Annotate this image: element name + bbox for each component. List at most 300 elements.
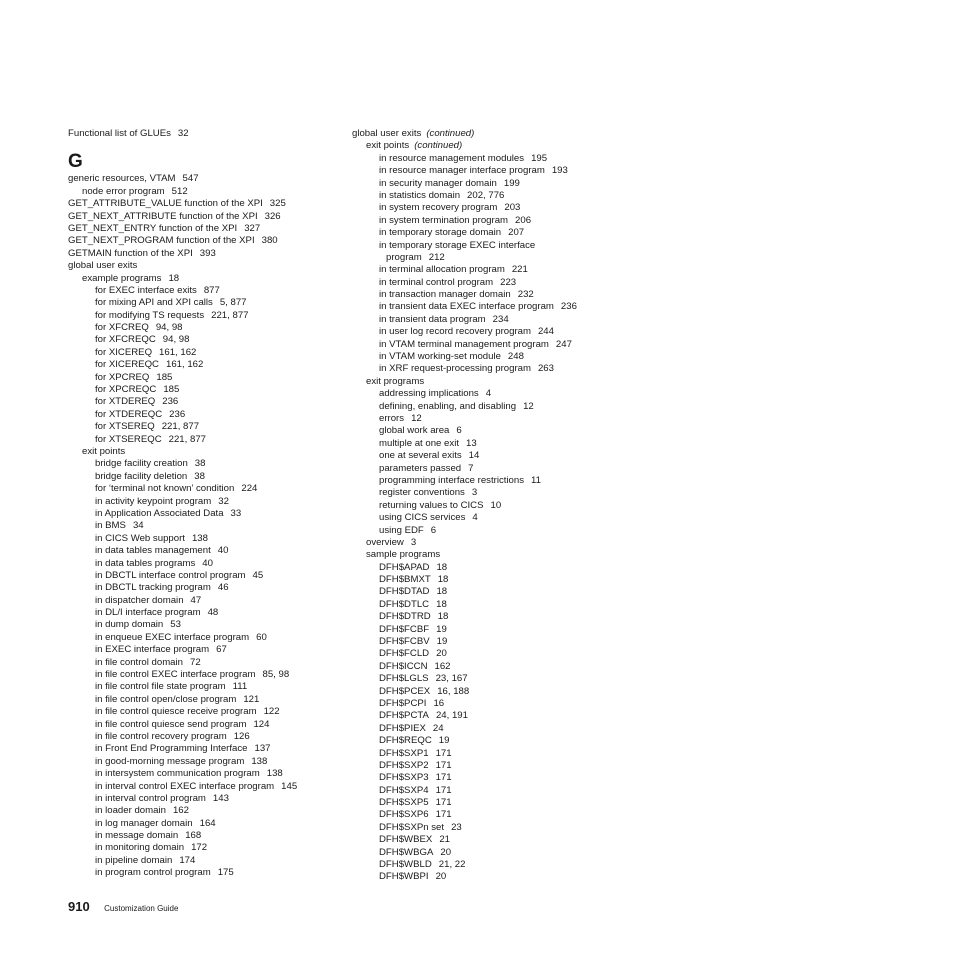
index-entry xyxy=(352,264,652,276)
index-term: for XICEREQ xyxy=(95,346,153,358)
page-reference: 3 xyxy=(410,536,417,548)
index-entry xyxy=(352,648,652,660)
index-term: in VTAM working-set module xyxy=(379,351,501,363)
index-entry xyxy=(68,558,343,570)
index-term: in system recovery program xyxy=(379,202,498,214)
index-term: in DL/I interface program xyxy=(95,607,201,619)
index-term: for XICEREQC xyxy=(95,359,159,371)
page-reference: 380 xyxy=(261,235,278,247)
index-term: in temporary storage EXEC interface xyxy=(379,239,536,251)
page-reference: 45 xyxy=(252,569,264,581)
index-entry xyxy=(352,562,652,574)
page-reference: 247 xyxy=(555,338,572,350)
index-entry xyxy=(352,859,652,871)
index-term: DFH$PCPI xyxy=(379,697,427,709)
index-term: in resource manager interface program xyxy=(379,165,545,177)
index-entry xyxy=(68,359,343,371)
index-term: for modifying TS requests xyxy=(95,309,205,321)
index-term: in terminal control program xyxy=(379,276,494,288)
index-entry xyxy=(352,723,652,735)
page-reference: 138 xyxy=(251,755,268,767)
index-term: for XTDEREQ xyxy=(95,396,156,408)
index-entry xyxy=(352,624,652,636)
index-entry xyxy=(352,351,652,363)
index-term: using EDF xyxy=(379,524,424,536)
index-term: exit programs xyxy=(366,375,425,387)
index-entry xyxy=(68,842,343,854)
page-reference: 85, 98 xyxy=(262,669,290,681)
index-entry xyxy=(352,153,652,165)
index-term: in DBCTL tracking program xyxy=(95,582,211,594)
page-reference: 24, 191 xyxy=(435,710,468,722)
index-term: in file control domain xyxy=(95,656,183,668)
index-term: in temporary storage domain xyxy=(379,227,502,239)
index-entry xyxy=(352,326,652,338)
index-entry xyxy=(68,818,343,830)
index-entry xyxy=(68,657,343,669)
index-entry xyxy=(352,240,652,252)
page-reference: 234 xyxy=(492,313,509,325)
page-reference: 67 xyxy=(216,644,227,656)
page-reference: 326 xyxy=(264,210,281,222)
page-reference: 393 xyxy=(199,247,216,259)
page-reference: 34 xyxy=(132,520,144,532)
index-entry xyxy=(352,636,652,648)
page-reference: 18 xyxy=(168,272,180,284)
page-reference: 20 xyxy=(435,871,447,883)
index-term: in EXEC interface program xyxy=(95,644,210,656)
index-term: DFH$ICCN xyxy=(379,660,428,672)
index-entry xyxy=(352,847,652,859)
index-term: in VTAM terminal management program xyxy=(379,338,549,350)
index-entry xyxy=(352,401,652,413)
page-reference: 7 xyxy=(468,462,474,474)
index-entry xyxy=(68,310,343,322)
index-entry xyxy=(352,599,652,611)
index-term: GET_ATTRIBUTE_VALUE function of the XPI xyxy=(68,198,263,210)
page-reference: 185 xyxy=(163,384,180,396)
page-reference: 21 xyxy=(439,834,450,846)
index-term: for EXEC interface exits xyxy=(95,284,197,296)
index-entry xyxy=(352,512,652,524)
page-reference: 207 xyxy=(508,227,525,239)
page-reference: 224 xyxy=(241,483,258,495)
page-reference: 18 xyxy=(436,561,448,573)
index-entry xyxy=(68,446,343,458)
page-reference: 325 xyxy=(269,198,286,210)
index-term: in DBCTL interface control program xyxy=(95,569,246,581)
page-reference: 202, 776 xyxy=(467,189,505,201)
index-entry xyxy=(352,363,652,375)
index-entry xyxy=(68,409,343,421)
page-reference: 6 xyxy=(456,425,462,437)
index-term: DFH$DTRD xyxy=(379,611,431,623)
index-entry xyxy=(68,619,343,631)
page-reference: 18 xyxy=(437,611,449,623)
index-term: in dump domain xyxy=(95,619,164,631)
page-reference: 21, 22 xyxy=(438,859,466,871)
index-term: in dispatcher domain xyxy=(95,594,184,606)
index-term: node error program xyxy=(82,185,165,197)
index-term: in file control open/close program xyxy=(95,693,237,705)
index-term: in Front End Programming Interface xyxy=(95,743,248,755)
index-term: multiple at one exit xyxy=(379,437,459,449)
index-term: in interval control program xyxy=(95,792,206,804)
index-term: in log manager domain xyxy=(95,817,193,829)
index-term: exit points xyxy=(82,445,126,457)
page-reference: 53 xyxy=(170,619,181,631)
page-reference: 162 xyxy=(172,805,189,817)
page-reference: 38 xyxy=(194,458,206,470)
index-term: in Application Associated Data xyxy=(95,507,224,519)
index-entry xyxy=(68,421,343,433)
page-reference: 221, 877 xyxy=(211,309,249,321)
page-reference: 4 xyxy=(472,512,478,524)
index-entry xyxy=(352,487,652,499)
index-term: DFH$WBEX xyxy=(379,834,433,846)
book-title: Customization Guide xyxy=(104,904,179,913)
index-term: using CICS services xyxy=(379,512,466,524)
page-reference: 20 xyxy=(436,648,447,660)
index-term: for XTSEREQC xyxy=(95,433,162,445)
index-entry xyxy=(68,681,343,693)
page-reference: 161, 162 xyxy=(165,359,204,371)
page-reference: 19 xyxy=(436,636,448,648)
index-term: in user log record recovery program xyxy=(379,326,531,338)
index-term: in good-morning message program xyxy=(95,755,245,767)
index-term: in terminal allocation program xyxy=(379,264,505,276)
page-reference: 12 xyxy=(523,400,534,412)
index-entry xyxy=(352,673,652,685)
index-term: in file control quiesce send program xyxy=(95,718,247,730)
index-entry xyxy=(352,140,652,152)
page-reference: 195 xyxy=(531,152,548,164)
page-reference: 162 xyxy=(434,660,451,672)
page-reference: 193 xyxy=(551,165,568,177)
page-reference: 171 xyxy=(435,797,452,809)
page-reference: 122 xyxy=(263,706,280,718)
index-entry xyxy=(68,334,343,346)
index-entry xyxy=(68,173,343,185)
index-entry xyxy=(352,128,652,140)
page-reference: 32 xyxy=(218,495,229,507)
index-entry xyxy=(68,186,343,198)
index-entry xyxy=(68,458,343,470)
page-reference: 236 xyxy=(162,396,179,408)
index-term: DFH$WBGA xyxy=(379,846,434,858)
index-term: DFH$FCBF xyxy=(379,623,430,635)
index-term: DFH$FCBV xyxy=(379,636,430,648)
index-term: DFH$DTAD xyxy=(379,586,430,598)
index-entry xyxy=(352,165,652,177)
index-entry xyxy=(68,731,343,743)
index-entry xyxy=(68,128,343,140)
page-reference: 248 xyxy=(507,351,524,363)
index-entry xyxy=(68,260,343,272)
index-term: in file control quiesce receive program xyxy=(95,706,257,718)
index-entry xyxy=(68,347,343,359)
page-reference: 33 xyxy=(230,507,242,519)
index-entry xyxy=(352,413,652,425)
index-entry xyxy=(352,475,652,487)
index-entry xyxy=(352,822,652,834)
page-reference: 171 xyxy=(435,809,452,821)
index-entry xyxy=(352,450,652,462)
index-entry xyxy=(68,781,343,793)
index-term: errors xyxy=(379,412,405,424)
index-term: in data tables management xyxy=(95,545,211,557)
index-entry xyxy=(68,694,343,706)
page-reference: 185 xyxy=(156,371,173,383)
page-reference: 236 xyxy=(560,301,577,313)
index-term: in file control EXEC interface program xyxy=(95,669,256,681)
index-entry xyxy=(352,277,652,289)
page-reference: 143 xyxy=(212,792,229,804)
index-term: DFH$WBPI xyxy=(379,871,429,883)
index-entry xyxy=(68,520,343,532)
index-entry xyxy=(68,297,343,309)
index-entry xyxy=(68,669,343,681)
index-entry xyxy=(68,508,343,520)
page-reference: 121 xyxy=(243,693,260,705)
page-reference: 221, 877 xyxy=(168,433,206,445)
index-entry xyxy=(68,855,343,867)
index-entry xyxy=(68,719,343,731)
page-reference: 126 xyxy=(233,730,250,742)
index-term: DFH$DTLC xyxy=(379,598,430,610)
index-entry xyxy=(68,632,343,644)
index-term: DFH$WBLD xyxy=(379,859,432,871)
index-entry xyxy=(352,797,652,809)
index-entry xyxy=(352,289,652,301)
index-entry xyxy=(352,710,652,722)
index-entry xyxy=(68,582,343,594)
page-reference: 174 xyxy=(179,854,196,866)
index-term: for XTDEREQC xyxy=(95,408,163,420)
index-entry xyxy=(68,644,343,656)
index-term: in enqueue EXEC interface program xyxy=(95,631,250,643)
index-term: GETMAIN function of the XPI xyxy=(68,247,193,259)
page-reference: 12 xyxy=(411,412,422,424)
index-entry xyxy=(352,586,652,598)
index-entry xyxy=(68,830,343,842)
page-reference: 23, 167 xyxy=(435,673,468,685)
index-term: Functional list of GLUEs xyxy=(68,128,171,139)
page-reference: 203 xyxy=(504,202,521,214)
page-reference: 327 xyxy=(244,222,261,234)
index-term: in transaction manager domain xyxy=(379,289,511,301)
index-entry xyxy=(68,285,343,297)
page-reference: 19 xyxy=(438,735,450,747)
index-term: in interval control EXEC interface program xyxy=(95,780,275,792)
page-reference: 199 xyxy=(503,177,520,189)
page-reference: 40 xyxy=(202,557,213,569)
index-term: DFH$APAD xyxy=(379,561,430,573)
page-reference: 3 xyxy=(471,487,478,499)
index-term: DFH$FCLD xyxy=(379,648,430,660)
index-term: for XFCREQ xyxy=(95,322,149,334)
index-term: for XTSEREQ xyxy=(95,421,155,433)
page-reference: 232 xyxy=(517,289,534,301)
index-entry xyxy=(68,223,343,235)
index-term: in file control recovery program xyxy=(95,730,227,742)
index-term: DFH$LGLS xyxy=(379,673,429,685)
index-term: global user exits xyxy=(68,260,138,272)
index-entry xyxy=(68,793,343,805)
page-reference: 263 xyxy=(537,363,554,375)
index-entry xyxy=(68,248,343,260)
index-term: for mixing API and XPI calls xyxy=(95,297,213,309)
index-term: DFH$SXPn set xyxy=(379,821,445,833)
page-reference: 171 xyxy=(435,772,452,784)
page-reference: 4 xyxy=(485,388,492,400)
page-reference: 221 xyxy=(511,264,528,276)
index-term: in statistics domain xyxy=(379,189,461,201)
index-entry xyxy=(352,871,652,883)
index-entry xyxy=(352,190,652,202)
index-term: sample programs xyxy=(366,549,441,561)
page-reference: 138 xyxy=(191,532,208,544)
page-reference: 221, 877 xyxy=(161,421,200,433)
page-reference: 18 xyxy=(437,574,449,586)
index-entry xyxy=(68,570,343,582)
index-term: in activity keypoint program xyxy=(95,495,212,507)
index-term: in pipeline domain xyxy=(95,854,173,866)
index-term: bridge facility deletion xyxy=(95,470,188,482)
page-reference: 94, 98 xyxy=(155,322,183,334)
index-entry xyxy=(352,785,652,797)
page-reference: 171 xyxy=(435,784,452,796)
page-reference: 547 xyxy=(182,173,199,185)
index-entry xyxy=(68,471,343,483)
index-term: for XPCREQ xyxy=(95,371,150,383)
index-entry xyxy=(68,545,343,557)
index-term: overview xyxy=(366,536,404,548)
index-column-right xyxy=(352,128,652,884)
index-entry xyxy=(68,235,343,247)
continued-label: (continued) xyxy=(414,140,463,152)
page-reference: 32 xyxy=(177,128,189,139)
index-term: in transient data EXEC interface program xyxy=(379,301,554,313)
index-term: global user exits xyxy=(352,128,422,139)
index-entry xyxy=(68,867,343,879)
index-entry xyxy=(68,768,343,780)
index-entry xyxy=(352,227,652,239)
index-entry xyxy=(352,215,652,227)
index-entry xyxy=(352,686,652,698)
index-term: in file control file state program xyxy=(95,681,226,693)
index-term: register conventions xyxy=(379,487,465,499)
index-entry xyxy=(68,211,343,223)
continued-label: (continued) xyxy=(426,128,475,139)
index-term: DFH$SXP4 xyxy=(379,784,429,796)
page-reference: 16, 188 xyxy=(437,685,470,697)
index-term: parameters passed xyxy=(379,462,462,474)
index-term: global work area xyxy=(379,425,450,437)
index-entry xyxy=(352,537,652,549)
index-term: returning values to CICS xyxy=(379,499,484,511)
index-term: DFH$SXP6 xyxy=(379,809,429,821)
page-reference: 19 xyxy=(436,623,447,635)
page-reference: 11 xyxy=(531,474,541,486)
index-term: generic resources, VTAM xyxy=(68,173,176,185)
page-reference: 18 xyxy=(436,598,447,610)
page-reference: 212 xyxy=(428,251,445,263)
index-term: DFH$BMXT xyxy=(379,574,431,586)
index-entry xyxy=(68,273,343,285)
index-term: DFH$SXP5 xyxy=(379,797,429,809)
index-entry xyxy=(68,607,343,619)
index-entry xyxy=(352,760,652,772)
page-reference: 24 xyxy=(432,722,444,734)
index-entry xyxy=(68,372,343,384)
index-term: in message domain xyxy=(95,830,179,842)
index-term: program xyxy=(386,251,422,263)
index-entry xyxy=(68,533,343,545)
page-reference: 47 xyxy=(190,594,202,606)
index-entry xyxy=(352,500,652,512)
page-reference: 48 xyxy=(207,607,219,619)
page-reference: 168 xyxy=(185,830,202,842)
index-entry xyxy=(352,202,652,214)
index-entry xyxy=(352,438,652,450)
index-entry xyxy=(68,384,343,396)
index-term: in XRF request-processing program xyxy=(379,363,531,375)
page-reference: 512 xyxy=(171,185,188,197)
index-entry xyxy=(352,301,652,313)
page-footer xyxy=(68,898,178,916)
index-letter-heading: G xyxy=(68,151,83,173)
index-entry xyxy=(352,611,652,623)
index-entry xyxy=(68,496,343,508)
index-entry xyxy=(352,574,652,586)
index-term: programming interface restrictions xyxy=(379,474,525,486)
page-reference: 223 xyxy=(500,276,517,288)
index-term: DFH$PCTA xyxy=(379,710,429,722)
page-reference: 124 xyxy=(253,718,270,730)
index-term: in program control program xyxy=(95,867,211,879)
index-term: for XPCREQC xyxy=(95,384,157,396)
page-reference: 72 xyxy=(190,656,201,668)
index-entry xyxy=(68,595,343,607)
index-entry xyxy=(352,525,652,537)
page-reference: 5, 877 xyxy=(219,297,247,309)
page-reference: 18 xyxy=(436,586,448,598)
index-term: in system termination program xyxy=(379,214,509,226)
index-entry xyxy=(352,178,652,190)
index-term: in loader domain xyxy=(95,805,166,817)
index-term: in data tables programs xyxy=(95,557,196,569)
page-reference: 145 xyxy=(281,780,298,792)
index-entry xyxy=(352,698,652,710)
page-reference: 16 xyxy=(433,697,445,709)
index-entry xyxy=(352,425,652,437)
index-term: one at several exits xyxy=(379,450,462,462)
index-term: GET_NEXT_ENTRY function of the XPI xyxy=(68,222,238,234)
page-reference: 172 xyxy=(191,842,208,854)
index-term: in monitoring domain xyxy=(95,842,185,854)
index-entry xyxy=(68,434,343,446)
index-entry xyxy=(352,549,652,561)
page-reference: 6 xyxy=(430,524,437,536)
index-entry xyxy=(352,772,652,784)
page-reference: 40 xyxy=(217,545,229,557)
page-reference: 138 xyxy=(266,768,283,780)
index-entry xyxy=(352,314,652,326)
index-entry xyxy=(352,735,652,747)
index-column-left xyxy=(68,128,343,880)
index-entry xyxy=(352,834,652,846)
